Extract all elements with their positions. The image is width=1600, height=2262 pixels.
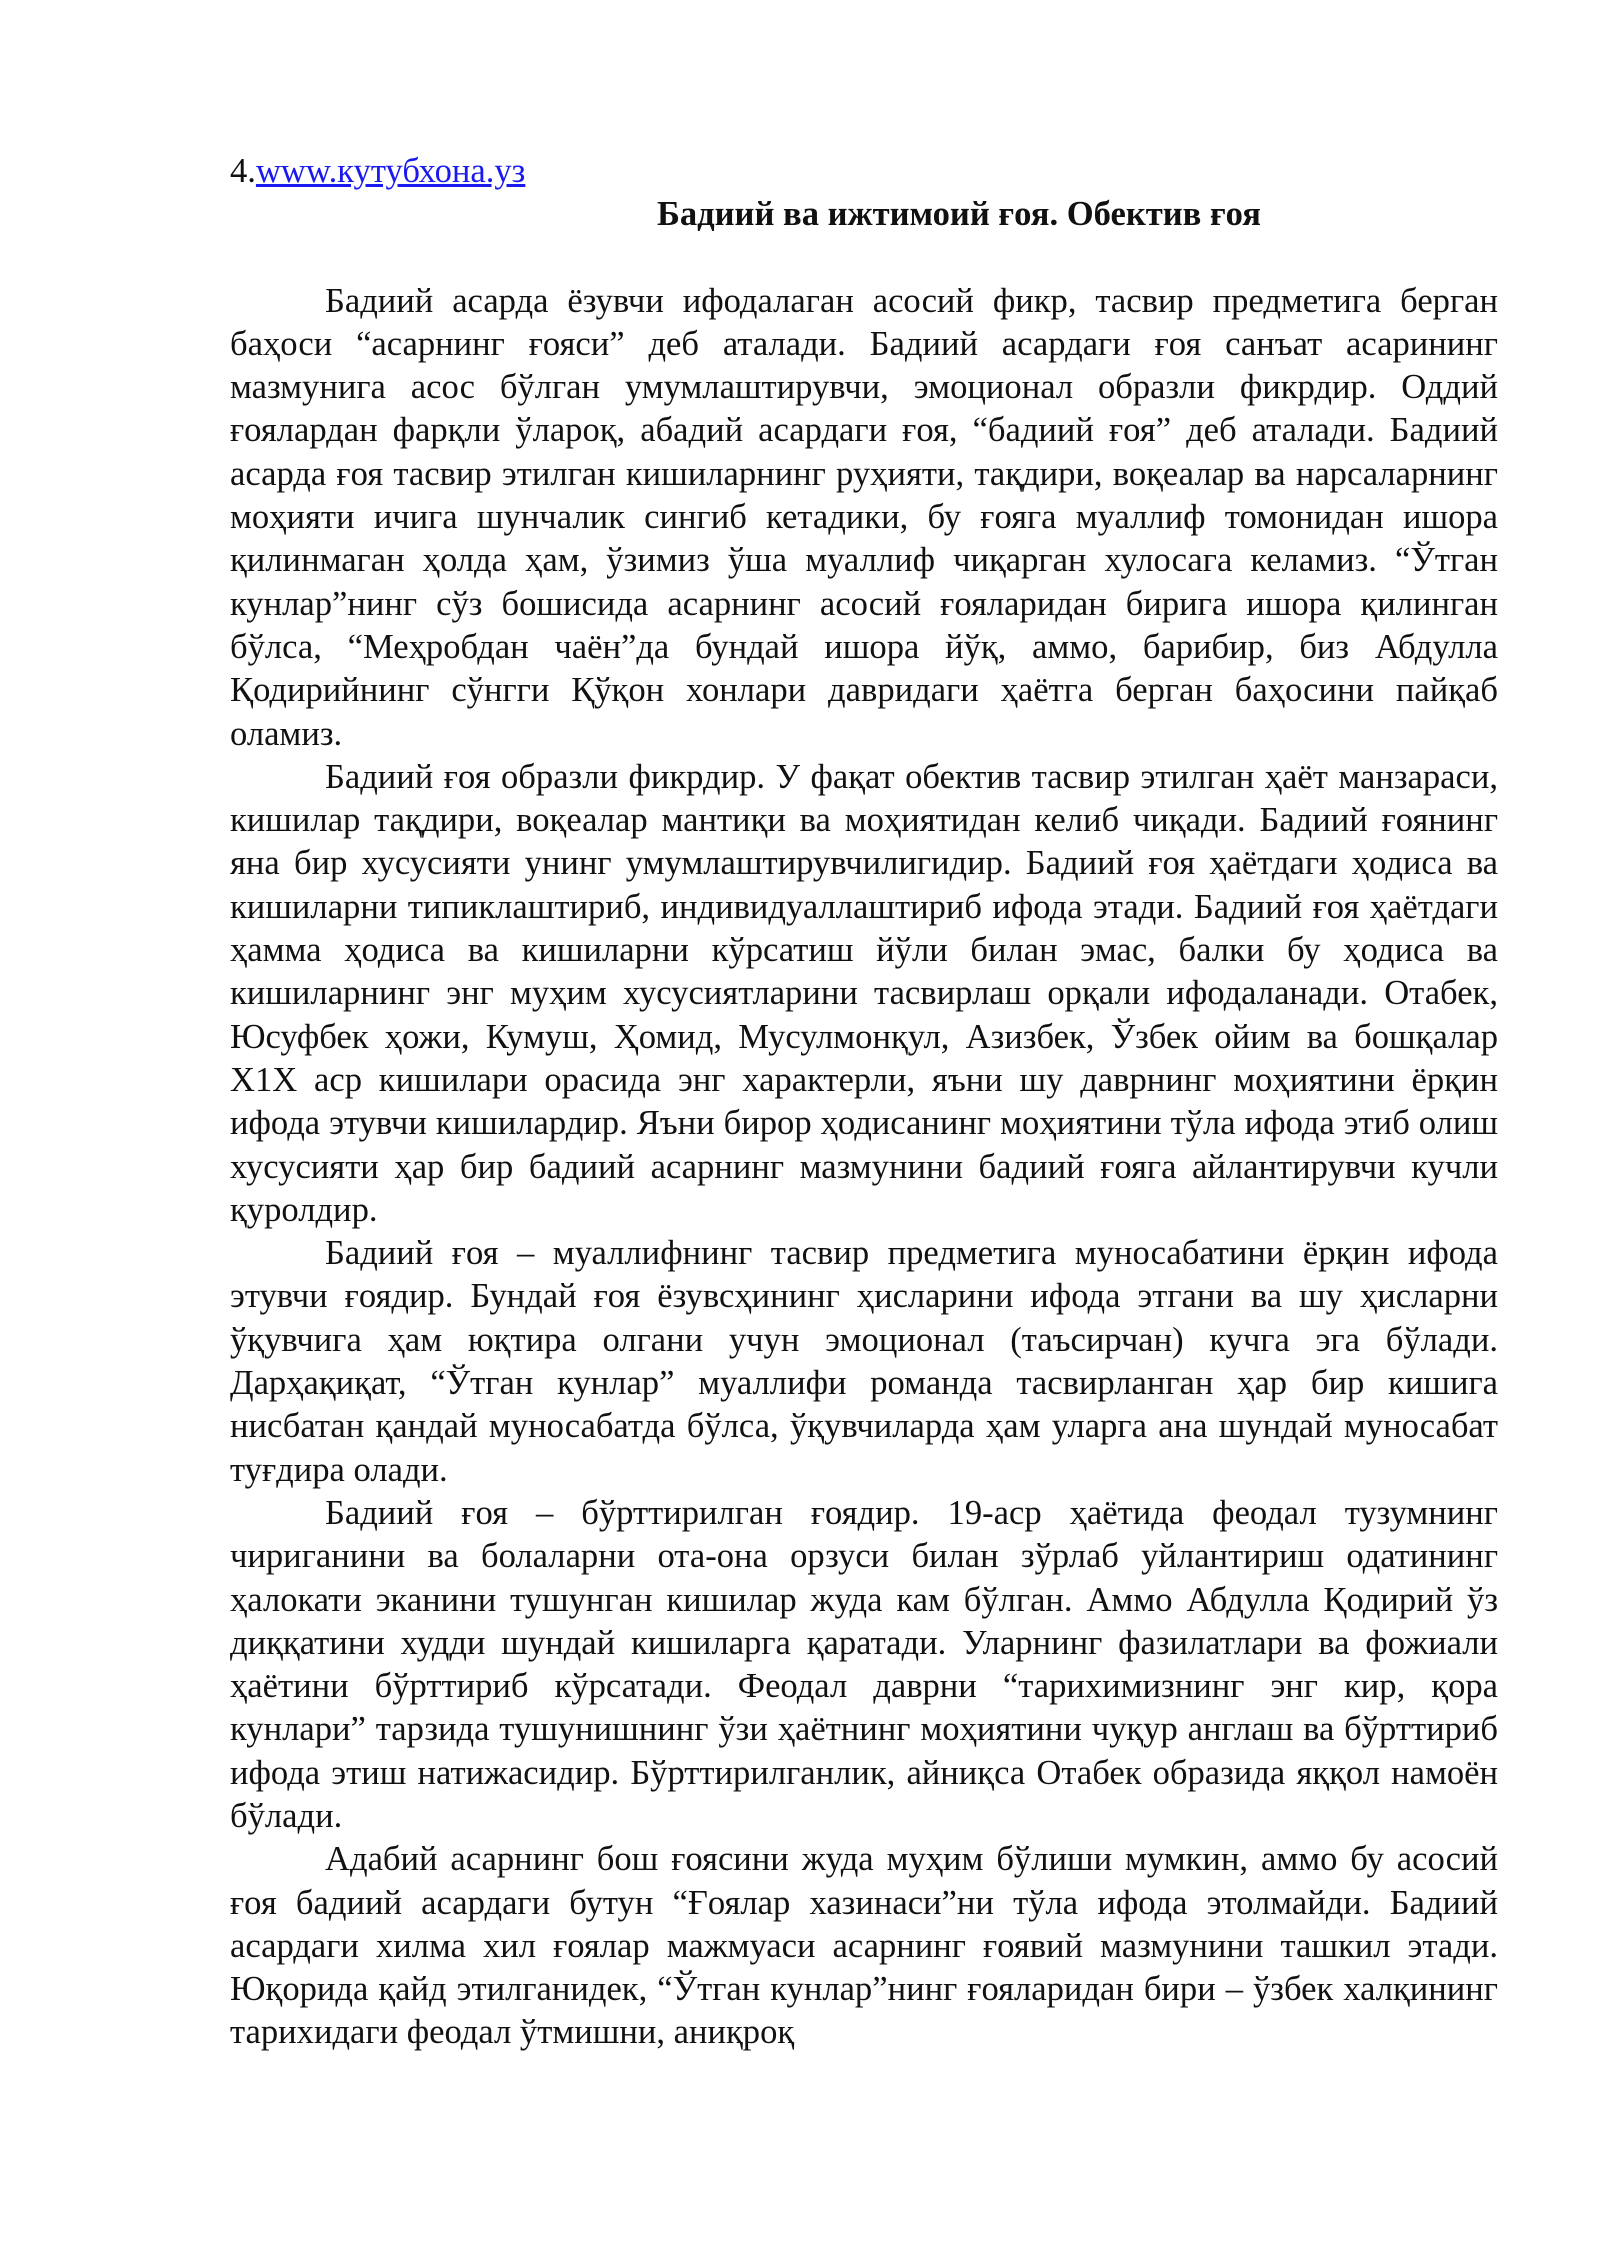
reference-number: 4. — [230, 152, 256, 190]
paragraph-2: Бадиий ғоя образли фикрдир. У фақат обектив тасвир этилган ҳаёт манзараси, кишилар тақдири, воқеалар мантиқи ва моҳиятидан келиб чиқади. Бадиий ғоянинг яна бир хусусияти унинг умумлаштирувчилигидир. Бадиий ғоя ҳаётдаги ҳодиса ва кишиларни типиклаштириб, индивидуаллаштириб ифода этади. Бадиий ғоя ҳаётдаги ҳамма ҳодиса ва кишиларни кўрсатиш йўли билан эмас, балки бу ҳодиса ва кишиларнинг энг муҳим хусусиятларини тасвирлаш орқали ифодаланади. Отабек, Юсуфбек ҳожи, Кумуш, Ҳомид, Мусулмонқул, Азизбек, Ўзбек ойим ва бошқалар X1X аср кишилари орасида энг характерли, яъни шу даврнинг моҳиятини ёрқин ифода этувчи кишилардир. Яъни бирор ҳодисанинг моҳиятини тўла ифода этиб олиш хусусияти ҳар бир бадиий асарнинг мазмунини бадиий ғояга айлантирувчи кучли қуролдир. — [230, 757, 1498, 1229]
reference-line — [230, 150, 1498, 193]
document-title: Бадиий ва ижтимоий ғоя. Обектив ғоя — [656, 195, 1262, 234]
reference-link[interactable]: www.кутубхона.уз — [255, 152, 526, 190]
paragraph-4: Бадиий ғоя – бўрттирилган ғоядир. 19-аср ҳаётида феодал тузумнинг чириганини ва болаларни ота-она орзуси билан зўрлаб уйлантириш одатининг ҳалокати эканини тушунган кишилар жуда кам бўлган. Аммо Абдулла Қодирий ўз диққатини худди шундай кишиларга қаратади. Уларнинг фазилатлари ва фожиали ҳаётини бўрттириб кўрсатади. Феодал даврни “тарихимизнинг энг кир, қора кунлари” тарзида тушунишнинг ўзи ҳаётнинг моҳиятини чуқур англаш ва бўрттириб ифода этиш натижасидир. Бўрттирилганлик, айниқса Отабек образида яққол намоён бўлади. — [230, 1493, 1498, 1835]
paragraph-5: Адабий асарнинг бош ғоясини жуда муҳим бўлиши мумкин, аммо бу асосий ғоя бадиий асардаги бутун “Ғоялар хазинаси”ни тўла ифода этолмайди. Бадиий асардаги хилма хил ғоялар мажмуаси асарнинг ғоявий мазмунини ташкил этади. Юқорида қайд этилганидек, “Ўтган кунлар”нинг ғояларидан бири – ўзбек халқининг тарихидаги феодал ўтмишни, аниқроқ — [230, 1840, 1498, 2052]
paragraph-3: Бадиий ғоя – муаллифнинг тасвир предметига муносабатини ёрқин ифода этувчи ғоядир. Бундай ғоя ёзувсҳининг ҳисларини ифода этгани ва шу ҳисларни ўқувчига ҳам юқтира олгани учун эмоционал (таъсирчан) кучга эга бўлади. Дарҳақиқат, “Ўтган кунлар” муаллифи романда тасвирланган ҳар бир кишига нисбатан қандай муносабатда бўлса, ўқувчиларда ҳам уларга ана шундай муносабат туғдира олади. — [230, 1234, 1498, 1489]
document-page — [230, 150, 1498, 2055]
paragraph-1: Бадиий асарда ёзувчи ифодалаган асосий фикр, тасвир предметига берган баҳоси “асарнинг ғояси” деб аталади. Бадиий асардаги ғоя санъат асарининг мазмунига асос бўлган умумлаштирувчи, эмоционал образли фикрдир. Оддий ғоялардан фарқли ўлароқ, абадий асардаги ғоя, “бадиий ғоя” деб аталади. Бадиий асарда ғоя тасвир этилган кишиларнинг руҳияти, тақдири, воқеалар ва нарсаларнинг моҳияти ичига шунчалик сингиб кетадики, бу ғояга муаллиф томонидан ишора қилинмаган ҳолда ҳам, ўзимиз ўша муаллиф чиқарган хулосага келамиз. “Ўтган кунлар”нинг сўз бошисида асарнинг асосий ғояларидан бирига ишора қилинган бўлса, “Меҳробдан чаён”да бундай ишора йўқ, аммо, барибир, биз Абдулла Қодирийнинг сўнгги Қўқон хонлари давридаги ҳаётга берган баҳосини пайқаб оламиз. — [230, 281, 1498, 753]
